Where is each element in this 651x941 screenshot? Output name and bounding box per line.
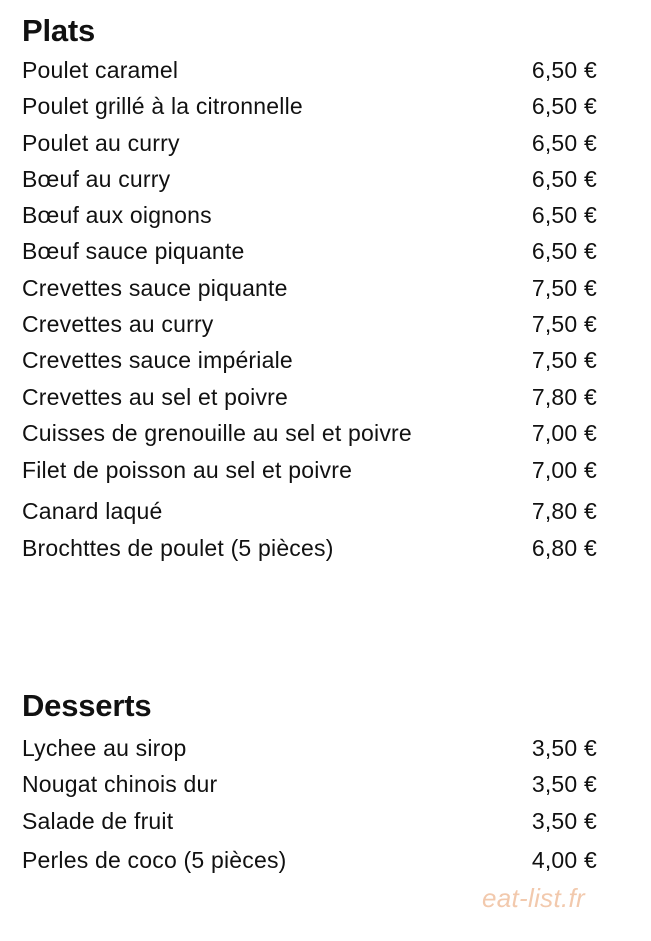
menu-item-price: 7,00 €: [531, 419, 597, 446]
menu-item: [22, 273, 597, 303]
menu-item-name: Poulet grillé à la citronnelle: [22, 92, 303, 119]
menu-item: [22, 345, 597, 375]
menu-item-name: Poulet au curry: [22, 129, 180, 156]
menu-item: [22, 455, 597, 485]
menu-item-name: Crevettes sauce impériale: [22, 346, 293, 373]
menu-item: [22, 733, 597, 763]
section-title-plats: Plats: [22, 13, 96, 48]
menu-item-price: 3,50 €: [531, 807, 597, 834]
menu-item-price: 7,00 €: [531, 456, 597, 483]
menu-item-name: Poulet caramel: [22, 56, 179, 83]
menu-item-price: 7,50 €: [531, 274, 597, 301]
menu-item-price: 6,50 €: [531, 56, 597, 83]
menu-item-name: Nougat chinois dur: [22, 770, 218, 797]
menu-item-name: Filet de poisson au sel et poivre: [22, 456, 353, 483]
menu-item: [22, 382, 597, 412]
menu-item-name: Cuisses de grenouille au sel et poivre: [22, 419, 412, 446]
menu-item: [22, 128, 597, 158]
menu-item-price: 6,50 €: [531, 92, 597, 119]
menu-item: [22, 845, 597, 875]
menu-item: [22, 533, 597, 563]
menu-item-name: Salade de fruit: [22, 807, 174, 834]
menu-item: [22, 164, 597, 194]
menu-item-price: 4,00 €: [531, 846, 597, 873]
menu-item-name: Canard laqué: [22, 497, 163, 524]
menu-item-price: 3,50 €: [531, 734, 597, 761]
section-title-desserts: Desserts: [22, 688, 152, 723]
menu-item-name: Crevettes au sel et poivre: [22, 383, 288, 410]
menu-item-name: Lychee au sirop: [22, 734, 187, 761]
menu-item-price: 7,80 €: [531, 383, 597, 410]
watermark: eat-list.fr: [482, 883, 585, 913]
menu-item-price: 3,50 €: [531, 770, 597, 797]
menu-item-price: 6,80 €: [531, 534, 597, 561]
menu-item-name: Bœuf au curry: [22, 165, 171, 192]
menu-item-price: 6,50 €: [531, 201, 597, 228]
menu-item-price: 7,50 €: [531, 310, 597, 337]
menu-item-name: Crevettes au curry: [22, 310, 214, 337]
menu-item-price: 7,80 €: [531, 497, 597, 524]
menu-item-name: Brochttes de poulet (5 pièces): [22, 534, 334, 561]
menu-item-price: 7,50 €: [531, 346, 597, 373]
menu-item-price: 6,50 €: [531, 165, 597, 192]
menu-item-name: Bœuf sauce piquante: [22, 237, 245, 264]
menu-item: [22, 55, 597, 85]
menu-item: [22, 806, 597, 836]
menu-item: [22, 418, 597, 448]
menu-item: [22, 236, 597, 266]
menu-item-name: Perles de coco (5 pièces): [22, 846, 287, 873]
menu-item: [22, 309, 597, 339]
menu-item-name: Crevettes sauce piquante: [22, 274, 288, 301]
menu-item: [22, 769, 597, 799]
menu-item: [22, 91, 597, 121]
menu-item: [22, 496, 597, 526]
menu-item: [22, 200, 597, 230]
menu-item-price: 6,50 €: [531, 237, 597, 264]
menu-item-price: 6,50 €: [531, 129, 597, 156]
menu-item-name: Bœuf aux oignons: [22, 201, 212, 228]
